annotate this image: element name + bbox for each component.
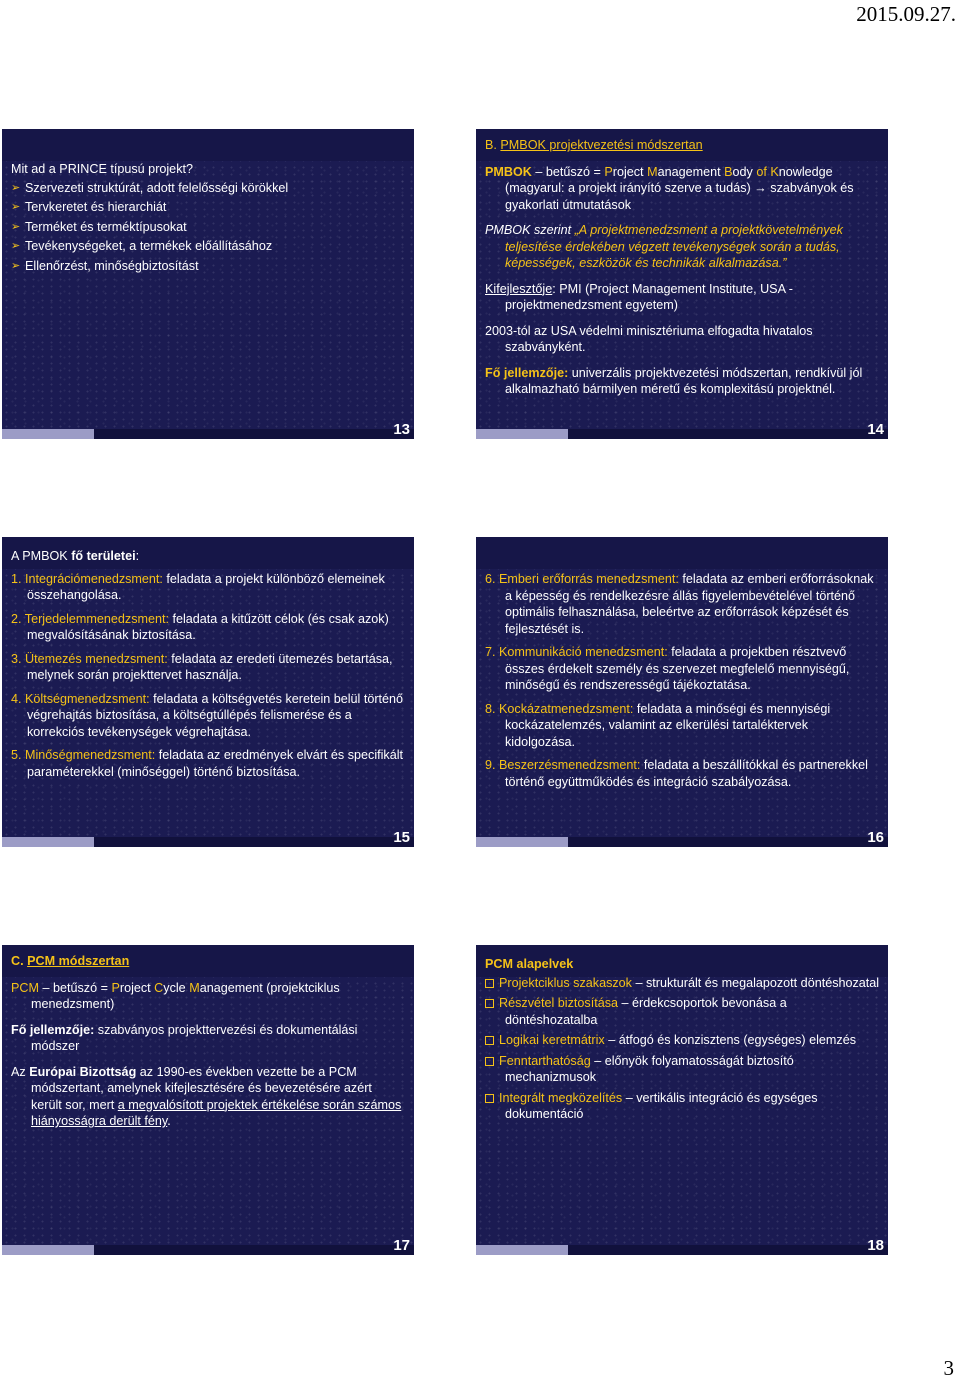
checkbox-bullet-icon: [485, 999, 494, 1008]
slide-number: 13: [393, 421, 410, 438]
slide-content: [485, 137, 880, 407]
list-item: 9. Beszerzésmenedzsment: feladata a beszállítókkal és partnerekkel történő együttműködés és integráció szabályozása.: [485, 758, 868, 789]
list-item: 3. Ütemezés menedzsment: feladata az eredeti ütemezés betartása, melynek során projekttervet használja.: [11, 651, 393, 682]
checkbox-bullet-icon: [485, 1057, 494, 1066]
slide-title: C. PCM módszertan: [11, 954, 130, 968]
list-item: 1. Integrációmenedzsment: feladata a projekt különböző elemeinek összehangolása.: [11, 571, 385, 602]
slide-number: 16: [867, 829, 884, 846]
slide-number: 15: [393, 829, 410, 846]
slide-number: 17: [393, 1237, 410, 1254]
slide-content: [11, 953, 406, 1139]
slide-content: [11, 548, 406, 787]
slide-footer-bar: [2, 1245, 414, 1255]
checkbox-bullet-icon: [485, 979, 494, 988]
bullet-item: ➢ Ellenőrzést, minőségbiztosítást: [11, 258, 199, 273]
slide-18: [476, 945, 888, 1255]
bullet-item: ➢ Szervezeti struktúrát, adott felelősségi körökkel: [11, 180, 289, 195]
pmbok-standard: 2003-tól az USA védelmi minisztériuma elfogadta hivatalos szabványként.: [485, 323, 813, 354]
pcm-feature: Fő jellemzője: szabványos projekttervezési és dokumentálási módszer: [11, 1022, 358, 1053]
arrow-bullet-icon: ➢: [11, 181, 21, 194]
slide-number: 18: [867, 1237, 884, 1254]
bullet-item: ➢ Tevékenységeket, a termékek előállításához: [11, 239, 273, 253]
bullet-item: ➢ Tervkeretet és hierarchiát: [11, 200, 167, 214]
slide-17: [2, 945, 414, 1255]
list-item: 8. Kockázatmenedzsment: feladata a minőségi és mennyiségi kockázatelemzés, valamint az elkerülési tartaléktervek kidolgozása.: [485, 701, 831, 749]
slide-number: 14: [867, 421, 884, 438]
slide-content: [11, 161, 406, 274]
slide-title-band: [2, 129, 414, 161]
slide-content: [485, 956, 880, 1127]
slide-footer-bar: [476, 1245, 888, 1255]
slide-footer-bar: [476, 837, 888, 847]
arrow-bullet-icon: ➢: [11, 259, 21, 272]
slide-title: B. PMBOK projektvezetési módszertan: [485, 138, 703, 152]
slide-title-band: [476, 537, 888, 569]
arrow-bullet-icon: ➢: [11, 220, 21, 233]
checkbox-bullet-icon: [485, 1094, 494, 1103]
checkbox-bullet-icon: [485, 1036, 494, 1045]
list-item: 5. Minőségmenedzsment: feladata az eredmények elvárt és specifikált paraméterekkel (minőséggel) történő biztosítása.: [11, 748, 404, 779]
slide-title: A PMBOK fő területei:: [11, 549, 140, 563]
list-item: Fenntarthatóság – előnyök folyamatosságát biztosító mechanizmusok: [485, 1053, 880, 1086]
bullet-item: ➢ Terméket és terméktípusokat: [11, 219, 187, 234]
list-item: Logikai keretmátrix – átfogó és konzisztens (egységes) elemzés: [485, 1032, 880, 1049]
list-item: Projektciklus szakaszok – strukturált és megalapozott döntéshozatal: [485, 975, 880, 992]
list-item: 7. Kommunikáció menedzsment: feladata a projektben résztvevő összes érdekelt személy és szervezet megfelelő mennyiségű, minőségű és rendszerességű tájékoztatása.: [485, 645, 850, 692]
list-item: Integrált megközelítés – vertikális integráció és egységes dokumentáció: [485, 1090, 880, 1123]
list-item: 2. Terjedelemmenedzsment: feladata a kitűzött célok (és csak azok) megvalósításának biztosítása.: [11, 611, 389, 642]
page-number: 3: [943, 1356, 954, 1380]
slide-14: [476, 129, 888, 439]
list-item: 4. Költségmenedzsment: feladata a költségvetés keretein belül történő végrehajtás biztosítása, a költségtúllépés felismerése és a korrekciós tevékenységek végrehajtása.: [11, 691, 404, 739]
slide-title: PCM alapelvek: [485, 957, 574, 971]
header-date: 2015.09.27.: [856, 2, 956, 26]
slide-footer-bar: [2, 837, 414, 847]
slide-13: [2, 129, 414, 439]
list-item: Részvétel biztosítása – érdekcsoportok bevonása a döntéshozatalba: [485, 995, 880, 1028]
arrow-bullet-icon: ➢: [11, 201, 21, 213]
slide-title: Mit ad a PRINCE típusú projekt?: [11, 162, 193, 176]
slide-15: [2, 537, 414, 847]
slide-16: [476, 537, 888, 847]
pmbok-quote: PMBOK szerint „A projektmenedzsment a projektkövetelmények teljesítése érdekében végzett tevékenységek során a tudás, képességek, eszközök és technikák alkalmazása.”: [485, 223, 843, 270]
slide-content: [485, 571, 880, 797]
arrow-bullet-icon: ➢: [11, 240, 21, 252]
slide-footer-bar: [2, 429, 414, 439]
list-item: 6. Emberi erőforrás menedzsment: feladata az emberi erőforrásoknak a képesség és rendelkezésre állás figyelembevételével történő optimális felhasználása, beleértve az erőforrások képzését és fejlesztését is.: [485, 572, 874, 636]
pmbok-developer: Kifejlesztője: PMI (Project Management Institute, USA - projektmenedzsment egyetem): [485, 281, 793, 312]
pcm-history: Az Európai Bizottság az 1990-es években vezette be a PCM módszertant, amelynek kifejlesztésére és bevezetésére azért került sor, mert a megvalósított projektek értékelése során számos hiányosságra derült fény.: [11, 1064, 402, 1128]
pmbok-definition: PMBOK – betűszó = Project Management Body of Knowledge (magyarul: a projekt irányító szerve a tudás) → szabványok és gyakorlati útmutatások: [485, 164, 854, 212]
slide-footer-bar: [476, 429, 888, 439]
pmbok-feature: Fő jellemzője: univerzális projektvezetési módszertan, rendkívül jól alkalmazható bármilyen méretű és komplexitású projektnél.: [485, 365, 863, 396]
pcm-definition: PCM – betűszó = Project Cycle Management (projektciklus menedzsment): [11, 980, 340, 1011]
